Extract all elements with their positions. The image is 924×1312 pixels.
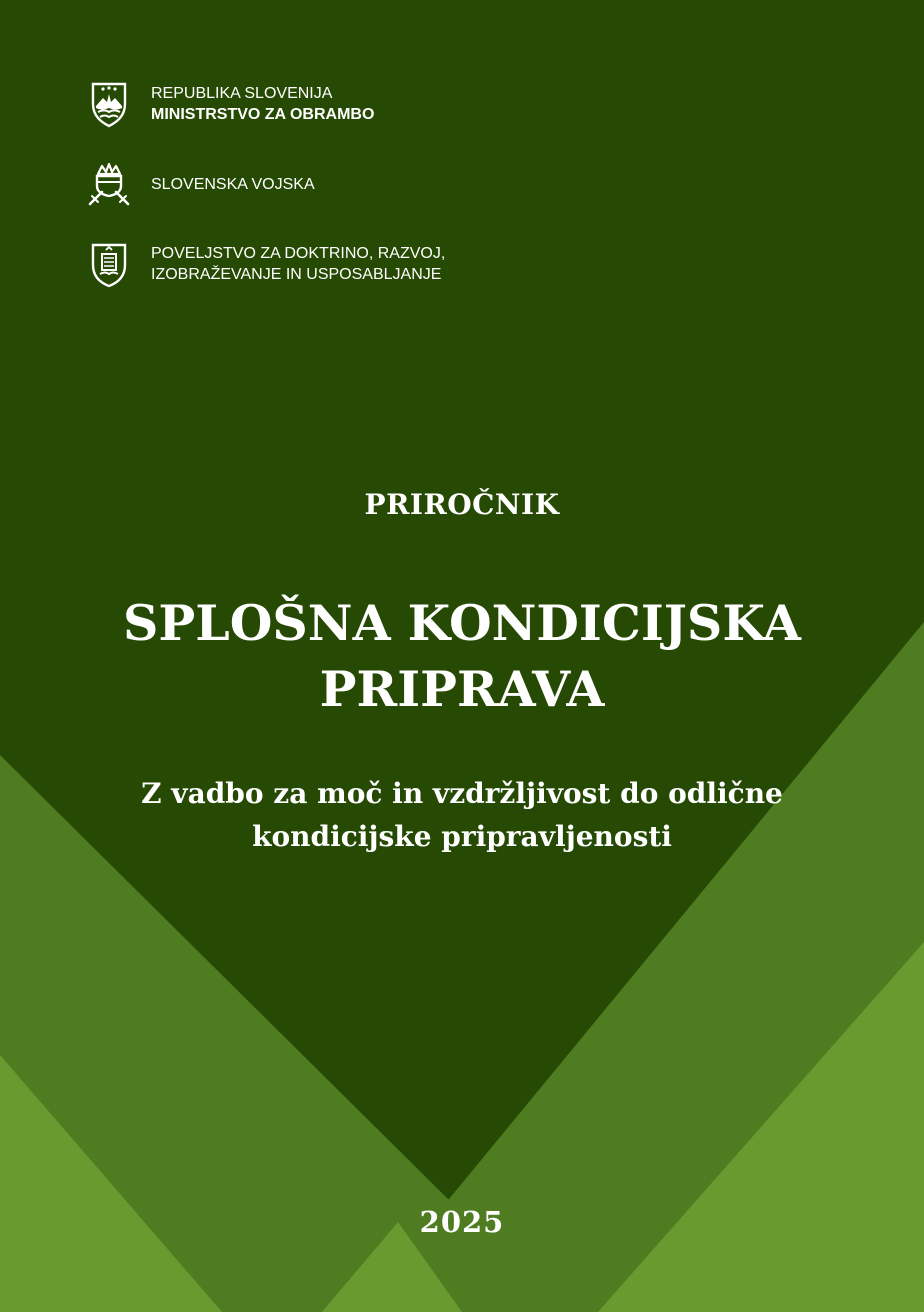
- org-command-line1: POVELJSTVO ZA DOKTRINO, RAZVOJ,: [151, 245, 446, 262]
- org-armed-forces-line1: SLOVENSKA VOJSKA: [151, 175, 315, 193]
- document-subtitle: [0, 772, 924, 858]
- org-ministry-line2: MINISTRSTVO ZA OBRAMBO: [151, 106, 375, 123]
- org-armed-forces-text: [151, 174, 315, 195]
- slovenian-armed-forces-emblem-icon: [88, 160, 130, 208]
- document-title-line1: SPLOŠNA KONDICIJSKA: [123, 594, 801, 652]
- command-shield-emblem-icon: [88, 240, 130, 288]
- org-armed-forces: [88, 160, 315, 208]
- org-command-line2: IZOBRAŽEVANJE IN USPOSABLJANJE: [151, 266, 442, 283]
- document-subtitle-line1: Z vadbo za moč in vzdržljivost do odlične: [141, 777, 783, 810]
- document-kicker: PRIROČNIK: [364, 488, 560, 521]
- slovenian-coat-of-arms-icon: [88, 80, 130, 128]
- document-year: 2025: [419, 1205, 505, 1239]
- org-ministry-line1: REPUBLIKA SLOVENIJA: [151, 85, 333, 102]
- org-command-text: [151, 243, 445, 285]
- document-title-line2: PRIPRAVA: [319, 660, 605, 718]
- org-ministry: [88, 80, 374, 128]
- org-ministry-text: [151, 83, 374, 125]
- org-command: [88, 240, 445, 288]
- document-subtitle-line2: kondicijske pripravljenosti: [252, 820, 672, 853]
- document-title: [0, 590, 924, 722]
